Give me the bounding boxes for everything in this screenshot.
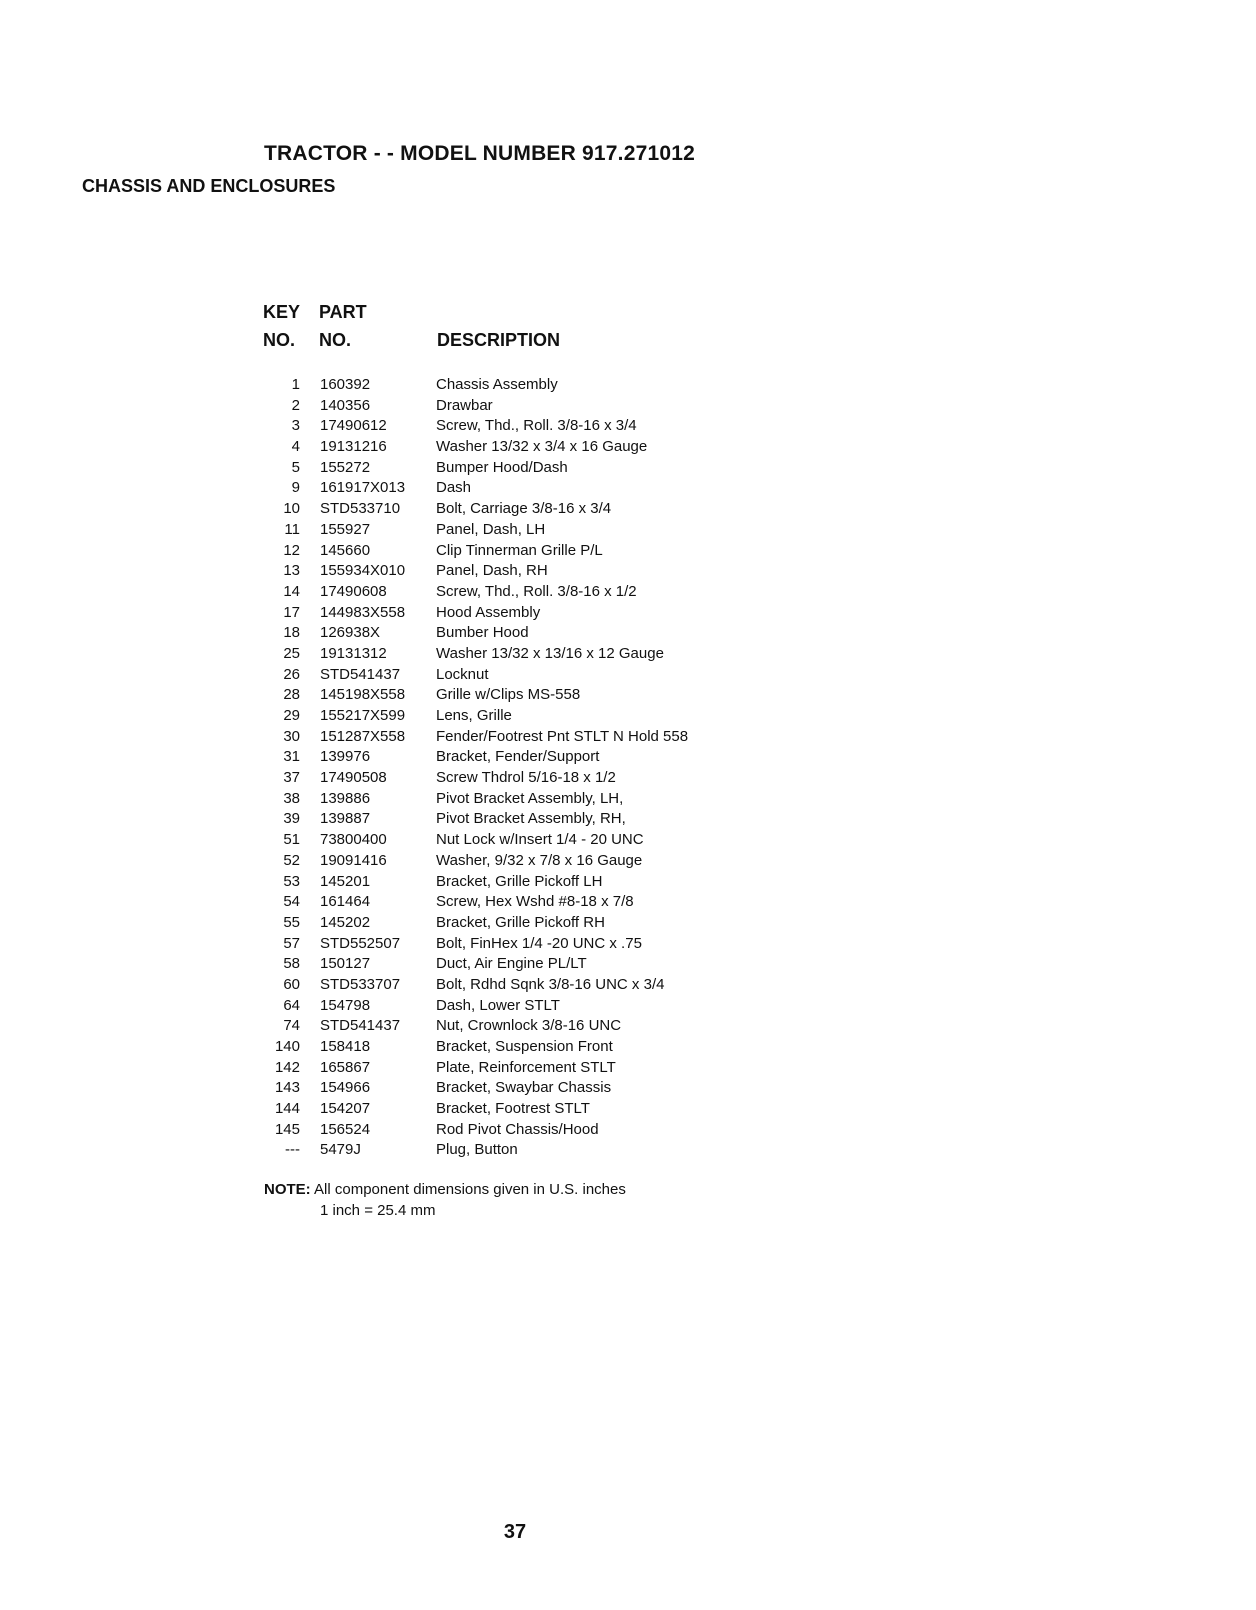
description: Bolt, Carriage 3/8-16 x 3/4 xyxy=(436,500,612,518)
table-row xyxy=(0,1017,900,1038)
part-no: 17490608 xyxy=(320,582,387,600)
part-no: 145202 xyxy=(320,913,371,931)
part-no: 144983X558 xyxy=(320,603,406,621)
description: Bracket, Suspension Front xyxy=(436,1038,613,1055)
note xyxy=(264,1181,626,1198)
part-no: 161464 xyxy=(320,893,371,911)
header-part-line2: NO. xyxy=(319,330,352,350)
description: Fender/Footrest Pnt STLT N Hold 558 xyxy=(436,727,689,745)
description: Locknut xyxy=(436,665,489,683)
description: Bolt, Rdhd Sqnk 3/8-16 UNC x 3/4 xyxy=(436,975,665,993)
table-row xyxy=(0,1141,900,1162)
key-no: 38 xyxy=(283,789,300,807)
part-no: 19131216 xyxy=(320,438,387,456)
description: Nut, Crownlock 3/8-16 UNC xyxy=(436,1017,622,1035)
part-no: STD552507 xyxy=(320,934,401,952)
part-no: 145201 xyxy=(320,872,371,890)
table-row xyxy=(0,707,900,728)
table-row xyxy=(0,728,900,749)
key-no: 10 xyxy=(283,500,300,518)
table-row xyxy=(0,376,900,397)
key-no: 1 xyxy=(291,376,300,393)
table-row xyxy=(0,666,900,687)
description: Screw, Hex Wshd #8-18 x 7/8 xyxy=(436,893,634,911)
table-row xyxy=(0,810,900,831)
description: Panel, Dash, LH xyxy=(436,520,546,538)
table-row xyxy=(0,1059,900,1080)
description: Grille w/Clips MS-558 xyxy=(436,686,581,704)
part-no: 155934X010 xyxy=(320,562,406,580)
table-row xyxy=(0,479,900,500)
table-row xyxy=(0,686,900,707)
table-row xyxy=(0,976,900,997)
description: Bracket, Footrest STLT xyxy=(436,1100,590,1118)
table-row xyxy=(0,852,900,873)
description: Dash, Lower STLT xyxy=(436,996,560,1014)
table-row xyxy=(0,748,900,769)
table-row xyxy=(0,604,900,625)
description: Plug, Button xyxy=(436,1141,518,1159)
part-no: 73800400 xyxy=(320,831,387,849)
key-no: 64 xyxy=(283,996,300,1014)
key-no: 3 xyxy=(291,417,300,435)
key-no: --- xyxy=(285,1141,300,1159)
key-no: 13 xyxy=(283,562,300,580)
key-no: 12 xyxy=(283,541,300,559)
key-no: 55 xyxy=(283,913,300,931)
header-key-line1: KEY xyxy=(263,302,301,322)
key-no: 51 xyxy=(283,831,300,849)
part-no: 160392 xyxy=(320,376,371,393)
description: Bracket, Grille Pickoff RH xyxy=(436,913,605,931)
part-no: 151287X558 xyxy=(320,727,406,745)
table-row xyxy=(0,997,900,1018)
description: Washer 13/32 x 13/16 x 12 Gauge xyxy=(436,644,664,662)
parts-list xyxy=(0,376,900,1162)
key-no: 17 xyxy=(283,603,300,621)
section-subtitle: CHASSIS AND ENCLOSURES xyxy=(82,176,336,196)
description: Dash xyxy=(436,479,472,497)
key-no: 53 xyxy=(283,872,300,890)
key-no: 25 xyxy=(283,644,300,662)
table-row xyxy=(0,1079,900,1100)
part-no: 139976 xyxy=(320,748,371,766)
description: Washer, 9/32 x 7/8 x 16 Gauge xyxy=(436,851,643,869)
key-no: 140 xyxy=(274,1038,300,1055)
table-row xyxy=(0,562,900,583)
description: Drawbar xyxy=(436,396,493,414)
part-no: 150127 xyxy=(320,955,371,973)
description: Panel, Dash, RH xyxy=(436,562,548,580)
table-row xyxy=(0,521,900,542)
part-no: STD533707 xyxy=(320,975,401,993)
part-no: 19091416 xyxy=(320,851,387,869)
table-row xyxy=(0,542,900,563)
part-no: 155272 xyxy=(320,458,371,476)
header-description: DESCRIPTION xyxy=(437,330,561,350)
key-no: 37 xyxy=(283,769,300,787)
part-no: 19131312 xyxy=(320,644,387,662)
key-no: 54 xyxy=(283,893,300,911)
description: Bracket, Fender/Support xyxy=(436,748,600,766)
part-no: 139887 xyxy=(320,810,371,828)
table-row xyxy=(0,397,900,418)
part-no: STD533710 xyxy=(320,500,401,518)
part-no: 158418 xyxy=(320,1038,371,1055)
table-row xyxy=(0,790,900,811)
table-row xyxy=(0,583,900,604)
part-no: 154966 xyxy=(320,1079,371,1097)
part-no: 145660 xyxy=(320,541,371,559)
page-title: TRACTOR - - MODEL NUMBER 917.271012 xyxy=(264,142,695,165)
description: Screw, Thd., Roll. 3/8-16 x 3/4 xyxy=(436,417,637,435)
key-no: 11 xyxy=(284,520,300,538)
description: Plate, Reinforcement STLT xyxy=(436,1058,616,1076)
table-row xyxy=(0,500,900,521)
description: Hood Assembly xyxy=(436,603,541,621)
table-row xyxy=(0,831,900,852)
key-no: 31 xyxy=(283,748,300,766)
table-row xyxy=(0,459,900,480)
table-row xyxy=(0,935,900,956)
description: Screw, Thd., Roll. 3/8-16 x 1/2 xyxy=(436,582,637,600)
description: Bolt, FinHex 1/4 -20 UNC x .75 xyxy=(436,934,642,952)
description: Chassis Assembly xyxy=(436,376,558,393)
part-no: 154207 xyxy=(320,1100,371,1118)
table-row xyxy=(0,645,900,666)
table-row xyxy=(0,873,900,894)
part-no: 161917X013 xyxy=(320,479,406,497)
description: Screw Thdrol 5/16-18 x 1/2 xyxy=(436,769,616,787)
table-row xyxy=(0,417,900,438)
part-no: 5479J xyxy=(320,1141,361,1159)
key-no: 58 xyxy=(283,955,300,973)
description: Bumper Hood/Dash xyxy=(436,458,568,476)
description: Clip Tinnerman Grille P/L xyxy=(436,541,603,559)
part-no: 156524 xyxy=(320,1120,371,1138)
description: Pivot Bracket Assembly, RH, xyxy=(436,810,626,828)
header-key-line2: NO. xyxy=(263,330,296,350)
table-row xyxy=(0,769,900,790)
part-no: 165867 xyxy=(320,1058,371,1076)
description: Bracket, Swaybar Chassis xyxy=(436,1079,612,1097)
key-no: 5 xyxy=(291,458,300,476)
description: Washer 13/32 x 3/4 x 16 Gauge xyxy=(436,438,648,456)
part-no: 17490612 xyxy=(320,417,387,435)
description: Duct, Air Engine PL/LT xyxy=(436,955,587,973)
key-no: 26 xyxy=(283,665,300,683)
key-no: 29 xyxy=(283,707,300,724)
table-row xyxy=(0,955,900,976)
part-no: 145198X558 xyxy=(320,686,406,704)
description: Bumber Hood xyxy=(436,624,529,642)
key-no: 2 xyxy=(291,396,300,414)
key-no: 4 xyxy=(291,438,300,456)
key-no: 39 xyxy=(283,810,300,828)
part-no: 155927 xyxy=(320,520,371,538)
page-number: 37 xyxy=(503,1521,527,1543)
key-no: 30 xyxy=(283,727,300,745)
key-no: 14 xyxy=(283,582,300,600)
table-row xyxy=(0,1100,900,1121)
description: Bracket, Grille Pickoff LH xyxy=(436,872,603,890)
key-no: 142 xyxy=(274,1058,300,1076)
key-no: 52 xyxy=(283,851,300,869)
key-no: 18 xyxy=(283,624,300,642)
note-text: All component dimensions given in U.S. inches xyxy=(314,1181,626,1198)
part-no: 140356 xyxy=(320,396,371,414)
key-no: 144 xyxy=(274,1100,300,1118)
table-row xyxy=(0,1121,900,1142)
key-no: 145 xyxy=(274,1120,300,1138)
key-no: 74 xyxy=(283,1017,300,1035)
description: Nut Lock w/Insert 1/4 - 20 UNC xyxy=(436,831,644,849)
part-no: 126938X xyxy=(320,624,381,642)
note-label: NOTE: xyxy=(264,1181,311,1198)
note-conversion: 1 inch = 25.4 mm xyxy=(320,1202,436,1219)
description: Rod Pivot Chassis/Hood xyxy=(436,1120,599,1138)
part-no: 139886 xyxy=(320,789,371,807)
key-no: 57 xyxy=(283,934,300,952)
header-part-line1: PART xyxy=(319,302,367,322)
part-no: STD541437 xyxy=(320,665,401,683)
table-row xyxy=(0,1038,900,1059)
part-no: 17490508 xyxy=(320,769,387,787)
table-row xyxy=(0,893,900,914)
key-no: 143 xyxy=(274,1079,300,1097)
description: Lens, Grille xyxy=(436,707,512,724)
table-row xyxy=(0,438,900,459)
part-no: 154798 xyxy=(320,996,371,1014)
table-row xyxy=(0,624,900,645)
key-no: 60 xyxy=(283,975,300,993)
key-no: 9 xyxy=(291,479,300,497)
description: Pivot Bracket Assembly, LH, xyxy=(436,789,624,807)
part-no: 155217X599 xyxy=(320,707,406,724)
table-row xyxy=(0,914,900,935)
key-no: 28 xyxy=(283,686,300,704)
part-no: STD541437 xyxy=(320,1017,401,1035)
